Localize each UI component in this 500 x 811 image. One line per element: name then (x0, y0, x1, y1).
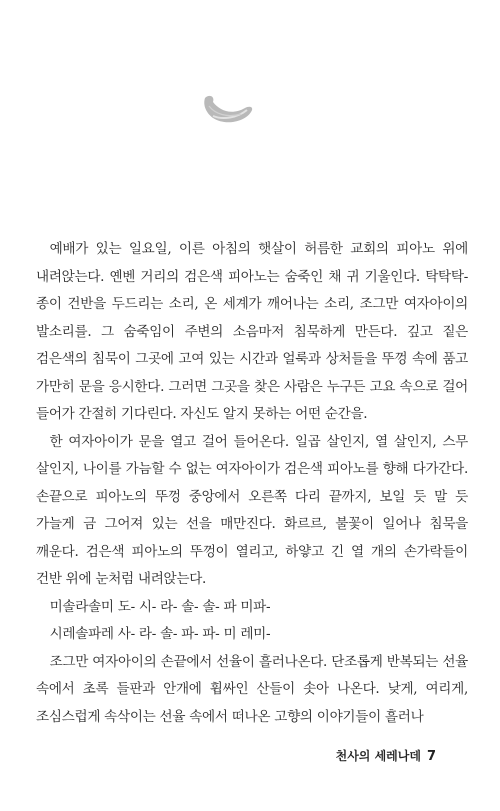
body-text (36, 236, 468, 731)
paragraph: 조그만 여자아이의 손끝에서 선율이 흘러나온다. 단조롭게 반복되는 선율 속에서 초록 들판과 안개에 휩싸인 산들이 솟아 나온다. 낮게, 여리게, 조심스럽게 속삭이는 선율 속에서 떠나온 고향의 이야기들이 흘러나 (36, 653, 468, 725)
paragraph: 한 여자아이가 문을 열고 걸어 들어온다. 일곱 살인지, 열 살인지, 스무 살인지, 나이를 가늠할 수 없는 여자아이가 검은색 피아노를 향해 다가간다. 손끝으로 피아노의 뚜껑 중앙에서 오른쪽 다리 끝까지, 보일 듯 말 듯 가늘게 금 그어져 있는 선을 매만진다. 화르르, 불꽃이 일어나 침묵을 깨운다. 검은색 피아노의 뚜껑이 열리고, 하얗고 긴 열 개의 손가락들이 건반 위에 눈처럼 내려앉는다. (36, 433, 468, 587)
music-notes-line: 미솔라솔미 도- 시- 라- 솔- 솔- 파 미파- (49, 598, 271, 615)
running-title: 천사의 세레나데 (335, 749, 421, 763)
feather-ornament-icon (201, 92, 255, 128)
page-footer (336, 747, 436, 764)
page-number: 7 (426, 749, 436, 764)
paragraph: 예배가 있는 일요일, 이른 아침의 햇살이 허름한 교회의 피아노 위에 내려앉는다. 옌벤 거리의 검은색 피아노는 숨죽인 채 귀 기울인다. 탁탁탁- 종이 건반을 두드리는 소리, 온 세계가 깨어나는 소리, 조그만 여자아이의 발소리를. 그 숨죽임이 주변의 소음마저 침묵하게 만든다. 깊고 짙은 검은색의 침묵이 그곳에 고여 있는 시간과 얼룩과 상처들을 뚜껑 속에 품고 가만히 문을 응시한다. 그러면 그곳을 찾은 사람은 누구든 고요 속으로 걸어 들어가 간절히 기다린다. 자신도 알지 못하는 어떤 순간을. (36, 241, 468, 422)
music-notes-line: 시레솔파레 사- 라- 솔- 파- 파- 미 레미- (49, 626, 271, 642)
